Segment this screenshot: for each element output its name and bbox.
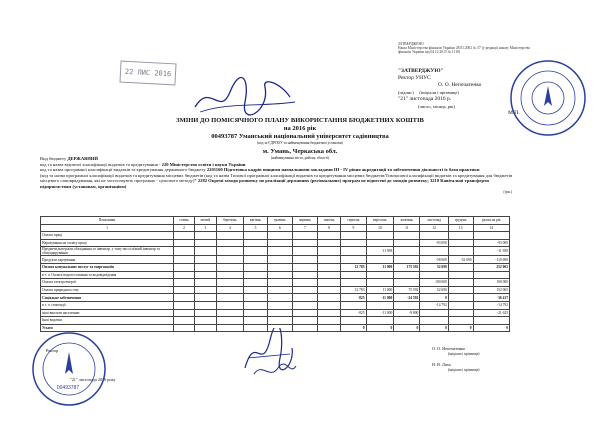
row-value: -21 625 xyxy=(473,309,509,317)
row-value: -11 000 xyxy=(366,309,394,317)
row-value: 0 xyxy=(394,324,420,332)
row-value xyxy=(174,324,195,332)
local-program-label: (код та назва програмної класифікації видатків та кредитування місцевих бюджетів (код та назва Типової програмної класифікації видатків та кредитування місцевих бюджетів/Тимчасової класифікації видатків та кредитування для бюджетів місцевого самоврядування, які не застосовують програмно - цільового методу)* xyxy=(40,172,513,184)
row-label: Продукти харчування xyxy=(41,256,174,264)
row-value xyxy=(448,271,473,279)
row-value xyxy=(244,301,268,309)
institution-name: 00493787 Уманський національний університет садівництва xyxy=(211,133,389,140)
regulation-line-2: Наказ Міністерства фінансів України 28.01.2002 № 57 (у редакції наказу Міністерства xyxy=(398,46,530,51)
budget-type-label: Вид бюджету xyxy=(40,156,67,161)
footer-rector-name: О. О. Непочатенко xyxy=(432,346,466,351)
row-value xyxy=(448,286,473,294)
row-value xyxy=(292,309,317,317)
row-value xyxy=(420,317,448,325)
approval-initials-caption: (ініціали і прізвище) xyxy=(419,90,459,95)
table-row xyxy=(41,286,510,294)
row-value xyxy=(174,232,195,240)
row-value xyxy=(174,239,195,247)
row-value: -93 000 xyxy=(473,239,509,247)
row-value xyxy=(341,317,366,325)
row-label: Нарахування на оплату праці xyxy=(41,239,174,247)
row-value xyxy=(195,301,217,309)
table-row xyxy=(41,294,510,302)
row-value xyxy=(394,317,420,325)
row-value: 100 000 xyxy=(420,279,448,287)
row-value: 0 xyxy=(420,294,448,302)
official-round-stamp-top xyxy=(508,58,588,138)
footer-accountant-name: Н. В. Ляха xyxy=(432,362,451,367)
row-value xyxy=(244,279,268,287)
row-value: -36 417 xyxy=(473,294,509,302)
row-value xyxy=(318,317,341,325)
row-value xyxy=(341,232,366,240)
row-value xyxy=(394,247,420,256)
row-value xyxy=(195,279,217,287)
row-value xyxy=(244,263,268,271)
row-value xyxy=(318,301,341,309)
row-value xyxy=(318,271,341,279)
column-number: 1 xyxy=(41,224,174,232)
row-value: 52 690 xyxy=(420,286,448,294)
row-value xyxy=(244,286,268,294)
column-number: 6 xyxy=(267,224,292,232)
row-value xyxy=(366,256,394,264)
column-header-month: липень xyxy=(318,217,341,225)
departmental-code-label: код та назва відомчої класифікації видатків та кредитування - xyxy=(40,161,161,167)
approval-date: "21" листопада 2016 р. xyxy=(398,96,452,102)
row-value xyxy=(448,263,473,271)
column-header-month: листопад xyxy=(420,217,448,225)
column-number: 12 xyxy=(420,224,448,232)
footer-date: "21" листопада 2016 року xyxy=(70,377,116,382)
program-code-label: код та назва програмної класифікації видатків та кредитування державного бюджету xyxy=(40,167,206,173)
row-value xyxy=(394,271,420,279)
table-header-row xyxy=(41,217,510,225)
document-title-block xyxy=(120,117,480,160)
row-value xyxy=(216,271,243,279)
row-value xyxy=(174,317,195,325)
regulation-line-3: фінансів України від 04.12.2015 № 1118) xyxy=(398,50,461,55)
table-row xyxy=(41,309,510,317)
row-value xyxy=(244,271,268,279)
row-value: -24 592 xyxy=(394,294,420,302)
row-value xyxy=(267,247,292,256)
row-label: Оплата комунальних послуг та енергоносіїв xyxy=(41,263,174,271)
document-title: ЗМІНИ ДО ПОМІСЯЧНОГО ПЛАНУ ВИКОРИСТАННЯ БЮДЖЕТНИХ КОШТІВ xyxy=(176,117,424,124)
row-value xyxy=(318,279,341,287)
official-round-stamp-bottom xyxy=(30,330,108,408)
row-value xyxy=(244,256,268,264)
row-value xyxy=(318,294,341,302)
row-value: 0 xyxy=(366,324,394,332)
row-value xyxy=(420,309,448,317)
column-number: 11 xyxy=(394,224,420,232)
row-label: Усього xyxy=(41,324,174,332)
approval-signature-drawing xyxy=(190,72,300,122)
row-value: 152 065 xyxy=(473,286,509,294)
local-program-value: 2282 Окремі заходи розвитку по реалізації державних (регіональних) програм не віднесені до заходів розвитку; 3210 Капітальні трансферти підприємствам (установам, організаціям) xyxy=(40,178,489,189)
regulation-line-1: ЗАТВЕРДЖЕНО xyxy=(398,42,424,46)
row-value: 252 065 xyxy=(473,263,509,271)
row-value xyxy=(216,247,243,256)
row-value xyxy=(366,301,394,309)
row-value: -58 000 xyxy=(420,256,448,264)
column-header-month: серпень xyxy=(341,217,366,225)
departmental-code-value: 220 Міністерство освіти і науки України xyxy=(161,161,246,167)
column-header-month: березень xyxy=(216,217,243,225)
approval-title: "ЗАТВЕРДЖУЮ" xyxy=(398,68,444,74)
column-number: 3 xyxy=(195,224,217,232)
row-value xyxy=(420,247,448,256)
row-value xyxy=(174,309,195,317)
row-value xyxy=(267,317,292,325)
column-header-month: жовтень xyxy=(394,217,420,225)
approval-signature-caption: (підпис) xyxy=(398,90,414,95)
row-value xyxy=(292,247,317,256)
row-value xyxy=(292,263,317,271)
row-label: в т. ч. Оплата водопостачання та водовідведення xyxy=(41,271,174,279)
column-header-month: лютий xyxy=(195,217,217,225)
document-year: на 2016 рік xyxy=(283,125,317,132)
row-value: 11 000 xyxy=(366,263,394,271)
table-row xyxy=(41,239,510,247)
table-row xyxy=(41,301,510,309)
row-value xyxy=(394,232,420,240)
table-row xyxy=(41,263,510,271)
received-stamp xyxy=(119,61,176,86)
row-value xyxy=(366,317,394,325)
table-number-row xyxy=(41,224,510,232)
row-value xyxy=(341,239,366,247)
row-label: Оплата електроенергії xyxy=(41,279,174,287)
row-value xyxy=(394,256,420,264)
row-value xyxy=(420,232,448,240)
row-label: Оплата природного газу xyxy=(41,286,174,294)
column-number: 13 xyxy=(448,224,473,232)
row-value xyxy=(267,239,292,247)
row-value xyxy=(216,309,243,317)
column-number: 14 xyxy=(473,224,509,232)
column-number: 9 xyxy=(341,224,366,232)
row-value: 75 592 xyxy=(394,286,420,294)
row-value xyxy=(473,232,509,240)
row-value xyxy=(216,256,243,264)
row-value xyxy=(473,271,509,279)
city-caption: (найменування міста, району, області) xyxy=(270,156,330,160)
row-value: -11 000 xyxy=(366,294,394,302)
row-value xyxy=(216,263,243,271)
bottom-stamp-code: 00493787 xyxy=(56,385,80,391)
budget-meta xyxy=(40,156,520,195)
row-value xyxy=(318,232,341,240)
row-value xyxy=(267,271,292,279)
row-value xyxy=(420,271,448,279)
row-value xyxy=(267,256,292,264)
row-value: 52 690 xyxy=(420,263,448,271)
row-value: -110 690 xyxy=(473,256,509,264)
row-value: 12 783 xyxy=(341,286,366,294)
row-value xyxy=(174,247,195,256)
row-value: 0 xyxy=(420,324,448,332)
row-value xyxy=(394,279,420,287)
row-value xyxy=(174,286,195,294)
row-value xyxy=(216,294,243,302)
footer-rector-label: Ректор xyxy=(46,348,59,353)
row-value xyxy=(195,271,217,279)
row-value: -14 792 xyxy=(473,301,509,309)
accountant-signature-drawing xyxy=(250,360,300,382)
row-value xyxy=(216,286,243,294)
approval-role: Ректор УНУС xyxy=(398,75,431,81)
row-value xyxy=(448,294,473,302)
row-value xyxy=(195,247,217,256)
row-value: -9 800 xyxy=(394,309,420,317)
row-value xyxy=(216,232,243,240)
row-value xyxy=(195,286,217,294)
row-value xyxy=(318,309,341,317)
row-value: 0 xyxy=(448,324,473,332)
row-value xyxy=(195,309,217,317)
row-value xyxy=(341,247,366,256)
column-number: 5 xyxy=(244,224,268,232)
row-value xyxy=(174,301,195,309)
row-value xyxy=(366,232,394,240)
row-label: Інші видатки xyxy=(41,317,174,325)
row-value xyxy=(448,309,473,317)
row-value xyxy=(174,256,195,264)
column-header-month: травень xyxy=(267,217,292,225)
row-value xyxy=(341,271,366,279)
currency-unit: (грн.) xyxy=(503,189,512,194)
row-value: -14 792 xyxy=(420,301,448,309)
row-value xyxy=(244,239,268,247)
row-value xyxy=(292,256,317,264)
row-label: інші виплати населенню xyxy=(41,309,174,317)
row-value xyxy=(267,309,292,317)
row-value xyxy=(318,324,341,332)
column-header-month: квітень xyxy=(244,217,268,225)
row-value xyxy=(244,309,268,317)
institution-caption: (код за ЄДРПОУ та найменування бюджетної установи) xyxy=(257,141,343,145)
column-header-month: разом на рік xyxy=(473,217,509,225)
row-value xyxy=(292,239,317,247)
row-value xyxy=(292,271,317,279)
row-value xyxy=(292,286,317,294)
row-value xyxy=(341,256,366,264)
row-value xyxy=(174,271,195,279)
row-value xyxy=(366,239,394,247)
program-code-value: 2201160 Підготовка кадрів вищими навчальними закладами ІІІ - IV рівня акредитації та забезпечення діяльності їх бази практики xyxy=(206,167,480,173)
table-row xyxy=(41,247,510,256)
row-value xyxy=(448,301,473,309)
row-value: 11 000 xyxy=(366,286,394,294)
institution-city: м. Умань, Черкаська обл. xyxy=(262,148,338,155)
row-value xyxy=(292,317,317,325)
row-value xyxy=(292,279,317,287)
row-value xyxy=(366,271,394,279)
column-number: 7 xyxy=(292,224,317,232)
footer-rector-caption: (ініціали і прізвище) xyxy=(448,352,480,356)
row-value xyxy=(244,317,268,325)
row-label: Предмети,матеріали,обладнання та інвентар, у тому числі м'який інвентар та обмундирування xyxy=(41,247,174,256)
column-number: 2 xyxy=(174,224,195,232)
approval-mp: М.П. xyxy=(508,110,520,116)
column-header-indicator: Показники xyxy=(41,217,174,225)
row-value xyxy=(195,256,217,264)
row-value xyxy=(448,247,473,256)
budget-type-value: ДЕРЖАВНИЙ xyxy=(67,156,98,161)
row-value xyxy=(366,279,394,287)
row-value: 175 592 xyxy=(394,263,420,271)
row-value xyxy=(341,279,366,287)
row-label: в т. ч. стипендії xyxy=(41,301,174,309)
row-value xyxy=(195,317,217,325)
row-value xyxy=(292,301,317,309)
row-value xyxy=(318,286,341,294)
row-value xyxy=(267,286,292,294)
table-row xyxy=(41,256,510,264)
row-value xyxy=(195,324,217,332)
row-value xyxy=(244,294,268,302)
footer-accountant-caption: (ініціали і прізвище) xyxy=(448,368,480,372)
row-value: -825 xyxy=(341,294,366,302)
column-header-month: червень xyxy=(292,217,317,225)
column-number: 4 xyxy=(216,224,243,232)
row-value xyxy=(174,294,195,302)
row-value xyxy=(267,232,292,240)
row-label: Соціальне забезпечення xyxy=(41,294,174,302)
row-value xyxy=(292,294,317,302)
row-value xyxy=(318,256,341,264)
column-header-month: вересень xyxy=(366,217,394,225)
column-header-month: січень xyxy=(174,217,195,225)
row-value: -11 958 xyxy=(366,247,394,256)
column-number: 8 xyxy=(318,224,341,232)
table-row xyxy=(41,317,510,325)
row-value: -825 xyxy=(341,309,366,317)
row-value: 0 xyxy=(341,324,366,332)
row-value xyxy=(267,279,292,287)
row-value: 0 xyxy=(473,324,509,332)
row-value xyxy=(394,301,420,309)
row-value: -11 958 xyxy=(473,247,509,256)
row-label: Оплата праці xyxy=(41,232,174,240)
approval-date-caption: (число, місяць, рік) xyxy=(418,104,455,109)
row-value xyxy=(267,301,292,309)
row-value xyxy=(318,263,341,271)
row-value xyxy=(318,247,341,256)
row-value xyxy=(448,232,473,240)
row-value xyxy=(216,279,243,287)
row-value xyxy=(267,294,292,302)
row-value xyxy=(216,239,243,247)
row-value xyxy=(216,317,243,325)
row-value xyxy=(473,317,509,325)
received-stamp-date: 22 ЛИС 2016 xyxy=(124,67,172,79)
row-value: 12 783 xyxy=(341,263,366,271)
row-value xyxy=(448,279,473,287)
row-value xyxy=(195,294,217,302)
row-value xyxy=(216,301,243,309)
row-value xyxy=(244,247,268,256)
row-value xyxy=(195,239,217,247)
row-value xyxy=(292,232,317,240)
row-value xyxy=(174,263,195,271)
row-value xyxy=(341,301,366,309)
row-value xyxy=(318,239,341,247)
row-value: -93 000 xyxy=(420,239,448,247)
column-number: 10 xyxy=(366,224,394,232)
row-value xyxy=(174,279,195,287)
row-value xyxy=(195,263,217,271)
approval-name: О. О. Непочатенко xyxy=(438,82,482,88)
table-row xyxy=(41,232,510,240)
row-value: -52 690 xyxy=(448,256,473,264)
row-value xyxy=(448,317,473,325)
column-header-month: грудень xyxy=(448,217,473,225)
approval-regulation-note xyxy=(398,42,588,55)
row-value xyxy=(267,263,292,271)
table-row xyxy=(41,279,510,287)
budget-plan-table xyxy=(40,216,510,332)
row-value xyxy=(195,232,217,240)
row-value xyxy=(244,232,268,240)
row-value: 100 000 xyxy=(473,279,509,287)
row-value xyxy=(448,239,473,247)
row-value xyxy=(394,239,420,247)
table-row xyxy=(41,271,510,279)
